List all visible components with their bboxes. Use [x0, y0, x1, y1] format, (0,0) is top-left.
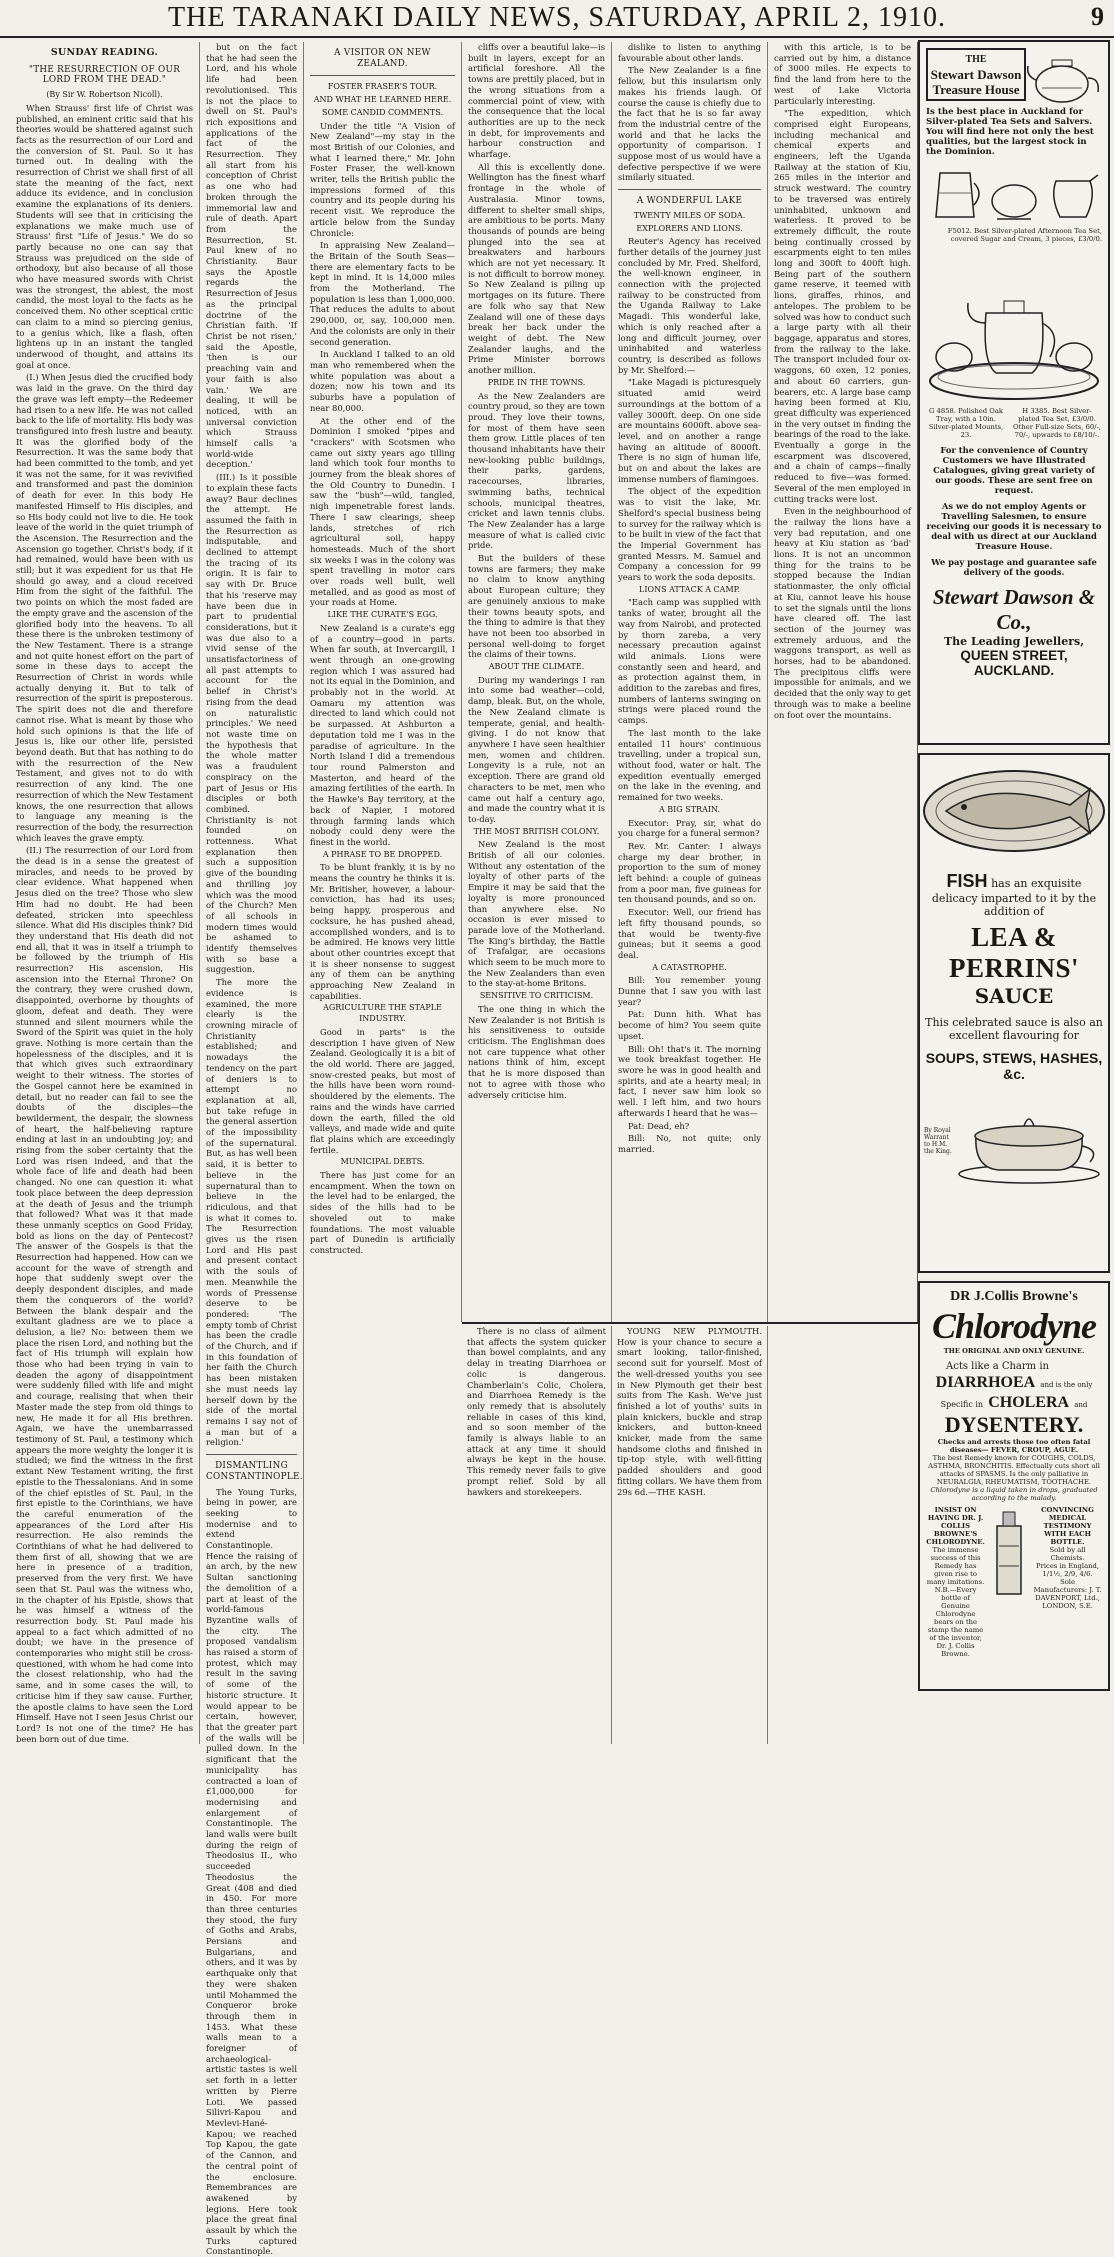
acts-line: Acts like a Charm in [946, 1361, 1049, 1372]
subheading: LIONS ATTACK A CAMP. [639, 584, 740, 594]
brand-name: LEA & PERRINS' [948, 922, 1080, 983]
paragraph: Good in parts" is the description I have given of New Zealand. Geologically it is a bit of the old world. There are jagged, snow-crested peaks, but most of the hills have been worn round-shouldered by the elements. The rains and the winds have carried down the earth, filled the old valleys, and made wide and quite flat plains which are exceedingly fertile. [310, 1026, 455, 1155]
diarrhoea-line [926, 1372, 1102, 1392]
box-line: Treasure House [932, 82, 1020, 97]
paragraph: (III.) Is it possible to explain these facts away? Baur declines the attempt. He assumed the faith in the Resurrection as indisputable, and declined to attempt the tracing of its origin. It is fair to say with Dr. Bruce that his 'reserve may have been due in part to prudential considerations, but it was due also to a vivid sense of the unsatisfactoriness of all past attempts to account for the belief in Christ's rising from the dead on naturalistic principles.' We need not waste time on the hypothesis that the whole matter was a fraudulent conspiracy on the part of Jesus or His disciples or both combined. Christianity is not founded on rottenness. What explanation then such a supposition give of the bounding and thrilling joy which was the mood of the Church? Men of all schools in modern times would be ashamed to identify themselves with so base a suggestion. [206, 472, 297, 975]
paragraph: The one thing in which the New Zealander is not British is his sensitiveness to outside criticism. The Englishman does not care tuppence what other nations think of him, except that he is more disposed than not to agree with those who adversely criticise him. [468, 1003, 605, 1100]
section-heading: SUNDAY READING. [50, 47, 159, 58]
tea-service-tray-icon [926, 253, 1102, 403]
remedy-line: The best Remedy known for COUGHS, COLDS, ASTHMA, BRONCHITIS. Effectually cuts short all attacks of SPASMS. Is the only palliative in NEURALGIA, RHEUMATISM, TOOTHACHE. [928, 1454, 1100, 1486]
paragraph: Under the title "A Vision of New Zealand"—my stay in the most British of our Colonies, and what I learned there," Mr. John Foster Fraser, the well-known writer, tells the British public the impressions formed of this country and its people during his recent visit. We reproduce the article below from the Sunday Chronicle: [310, 120, 455, 238]
connector-text: Specific in [940, 1400, 984, 1409]
paragraph: Pat: Dunn hith. What has become of him? You seem quite upset. [618, 1009, 761, 1041]
subheading: AND WHAT HE LEARNED HERE. [313, 95, 452, 105]
paragraph: The New Zealander is a fine fellow, but this insularism only makes his friends laugh. Of course the cause is chiefly due to the fact that he is so far away from the industrial centre of the world and that he lacks the opportunity of comparison. I suppose most of us would have a defective perspective if we were similarly situated. [618, 65, 761, 183]
sauce-tureen-illustration [954, 1096, 1104, 1186]
paragraph: Rev. Mr. Canter: I always charge my dear brother, in proportion to the sum of money left behind: a couple of guineas from a poor man, five guineas for ten thousand pounds, and so on. [618, 840, 761, 905]
fish-platter-illustration [920, 755, 1108, 863]
insist-line: INSIST ON HAVING DR. J. COLLIS BROWNE'S CHLORODYNE. [926, 1506, 985, 1546]
paragraph: When Strauss' first life of Christ was published, an eminent critic said that his theories would be shattered against such facts as the resurrection of our Lord and the conversion of St. Paul. So it has turned out. In dealing with the resurrection of Christ we shall first of all state the meaning of the fact, next adduce its evidence, and in conclusion examine the explanations of its deniers. Students will see that in criticising the explanations we make much use of Strauss' first "Life of Jesus." We do so partly because no one can say that Strauss was prejudiced on the side of orthodoxy, but also because of all those who have measured swords with Christ was the strongest, the ablest, the most candid, the most loyal to the facts as he conceived them. No other sceptical critic can claim to a mind so piercing genius, to a genius which, like a flash, often lightens up in an instant the tangled underwood of thought, and attains its goal at once. [16, 102, 193, 370]
paragraph: Bill: You remember young Dunne that I saw you with last year? [618, 975, 761, 1007]
divider [310, 75, 455, 76]
column-six [768, 42, 918, 1322]
subheading: AGRICULTURE THE STAPLE INDUSTRY. [323, 1003, 442, 1024]
left-notes [926, 1506, 985, 1658]
jug-icon [928, 163, 982, 223]
subheading: A PHRASE TO BE DROPPED. [322, 849, 443, 859]
subheading: LIKE THE CURATE'S EGG. [327, 610, 438, 620]
catalogue-note: For the convenience of Country Customers we have Illustrated Catalogues, giving great variety of our goods. These are sent free on request. [933, 445, 1095, 495]
connector-text: and is the only [1040, 1381, 1093, 1389]
tea-set-illustration [926, 163, 1102, 223]
newspaper-title: THE TARANAKI DAILY NEWS, SATURDAY, APRIL 2, 1910. [168, 2, 946, 33]
bottom-column [612, 1326, 768, 1744]
box-line: Stewart Dawson [930, 67, 1022, 82]
postage-note: We pay postage and guarantee safe delivery of the goods. [931, 557, 1097, 577]
paragraph: All this is excellently done. Wellington has the finest wharf frontage in the whole of Australasia. Minor towns, different to shelter small ships, are ambitious to be ports. Many thousands of pounds are being plunged into the sea at breakwaters and harbours which are not yet necessary. It is not difficult to borrow money. So New Zealand is piling up mortgages on its future. There are folk who say that New Zealand will one of these days break her back under the weight of debt. The New Zealander laughs, and the Prime Minister borrows another million. [468, 161, 605, 376]
article-title: A VISITOR ON NEW ZEALAND. [334, 48, 431, 69]
paragraph: To be blunt frankly, it is by no means the country he thinks it is. Mr. Britisher, however, a labour-conviction, has had its uses; being happy, prosperous and cocksure, he has pushed ahead, accomplished wonders, and is to be admired. He knows very little about other countries except that it is sheer nonsense to suggest any of them can be anything approaching New Zealand in capabilities. [310, 862, 455, 1001]
treasure-house-box [926, 48, 1026, 101]
paragraph: Bill: Oh! that's it. The morning we took breakfast together. He swore he was in good health and spirits, and ate a hearty meal; in fact, I never saw him look so well. I left him, and two hours afterwards I heard that he was— [618, 1043, 761, 1118]
fish-word: FISH [946, 871, 988, 891]
paragraph: New Zealand is the most British of all our colonies. Without any ostentation of the loyalty of other parts of the Empire it may be said that the loyalty is more pronounced than anywhere else. No occasion is ever missed to parade love of the Motherland. The King's birthday, the Battle of Trafalgar, are occasions which seem to be much more to the New Zealanders than even to the stay-at-home Britons. [468, 839, 605, 989]
agents-note: As we do not employ Agents or Travelling Salesmen, to ensure receiving our goods it is necessary to deal with us direct at our Auckland Treasure House. [926, 501, 1102, 551]
address: QUEEN STREET, AUCKLAND. [960, 648, 1068, 678]
chlorodyne-logo: Chlorodyne [931, 1306, 1097, 1346]
divider [206, 1454, 297, 1455]
stewart-dawson-logo: Stewart Dawson & Co., [932, 585, 1096, 634]
imitations-line: The immense success of this Remedy has given rise to many imitations. [926, 1546, 985, 1586]
column-visitor-nz [304, 42, 462, 1322]
paragraph: Even in the neighbourhood of the railway the lions have a very bad reputation, and one heavy at Kiu station as 'bad' lions. It is not an uncommon thing for the trains to be stopped because the Indian stationmaster, the only official at Kiu, cannot leave his house to set the signals until the lions have cleared off. The last section of the journey was extremely arduous, and the waggons transport, as well as horses, had to be abandoned. The precipitous cliffs were impossible for animals, and we decided that the only way to get through was to make a beeline on foot over the mountains. [774, 506, 912, 720]
column-two [200, 42, 304, 2257]
royal-warrant: By Royal Warrant to H.M. the King. [924, 1127, 952, 1155]
chlorodyne-advert [918, 1281, 1110, 1691]
paragraph: with this article, is to be carried out by him, a distance of 3000 miles. He expects to find the land from here to the west of Lake Victoria particularly interesting. [774, 42, 911, 106]
paragraph: The object of the expedition was to visit the lake, Mr. Shelford's special business being to survey for the railway which is to be built in view of the fact that the Imperial Government has granted Messrs. M. Samuel and Company a concession for 99 years to work the soda deposits. [618, 486, 761, 583]
paragraph: As the New Zealanders are country proud, so they are town proud. They love their towns, for most of them have seen them grow. Little places of ten thousand inhabitants have their new-looking public buildings, their parks, gardens, racecourses, libraries, swimming baths, technical schools, municipal theatres, cricket and lawn tennis clubs. The New Zealander has a large measure of what is called civic pride. [468, 390, 605, 551]
fish-text: has an exquisite delicacy imparted to it by the addition of [931, 877, 1097, 918]
cream-jug-icon [1046, 167, 1100, 223]
paragraph: The last month to the lake entailed 11 hours' continuous travelling, under a tropical sun, without food, water or halt. The expedition eventually emerged on the lake in the evening, and remained for two weeks. [618, 727, 761, 803]
article-title: "THE RESURRECTION OF OUR LORD FROM THE DEAD." [28, 64, 181, 86]
checks-line: Checks and arrests those too often fatal diseases— FEVER, CROUP, AGUE. [937, 1438, 1091, 1454]
article-title: A WONDERFUL LAKE [636, 196, 743, 207]
paragraph: Bill: No, not quite; only married. [618, 1133, 761, 1154]
paragraph: "Each camp was supplied with tanks of water, brought all the way from Nairobi, and protected by thorn zareba, a very necessary precaution against wild animals. Lions were constantly seen and heard, and as protection against them, in addition to the zarebas and fires, numbers of lanterns swinging on strings were placed round the camps. [618, 597, 761, 726]
paragraph: The Young Turks, being in power, are seeking to modernise and to extend Constantinople. Hence the raising of an arch, by the new Sultan sanctioning the demolition of a part at least of the world-famous Byzantine walls of the city. The proposed vandalism has raised a storm of protest, which may result in the saving of some of the historic structure. It would appear to be certain, however, that the greater part of the walls will be pulled down. In the significant that the municipality has contracted a loan of £1,000,000 for modernising and enlargement of Constantinople. The land walls were built during the reign of Theodosius II., who succeeded Theodosius the Great (408 and died in 450. For more than three centuries they stood, the fury of Goths and Arabs, Persians and Bulgarians, and others, and it was by earthquake only that they were shaken until Mohammed the Conqueror broke through them in 1453. What these walls mean to a foreigner of archaeological-artistic tastes is well set forth in a letter written by Pierre Loti. We passed Silivri-Kapou and Mevlevi-Hané-Kapou; we reached Top Kapou, the gate of the Cannon, and the central point of the enclosure. Remembrances are awakened by legions. Here took place the great final assault by which the Turks captured Constantinople. [206, 1486, 297, 2257]
subheading: TWENTY MILES OF SODA. [633, 210, 746, 220]
paragraph: (II.) The resurrection of our Lord from the dead is in a sense the greatest of miracles, and needs to be proved by clear evidence. What happened when Jesus died on the tree? Those who slew Him had no doubt. He had been defeated, stricken into speechless silence. What did His disciples think? Did they understand that His death did not end all, that it was in itself a triumph to be followed by the triumph of His resurrection? His ascension, His ascension into the Eternal Throne? On the contrary, they were crushed down, disappointed, overborne by thoughts of gloom, defeat and death. They were stunned and silent mourners while the Sword of the Spirit was quiet in the holy grave. Nothing is more certain than the hopelessness of the disciples, and it is that which gives such extraordinary weight to their witness. The stories of the Gospel cannot here be examined in detail, but no reader can fail to see the doubts of the disciples—the bewilderment, the despair, the slowness of heart, the half-believing rapture ending at last in an undoubting joy; and rising from the sober certainty that the Lord was risen indeed, and that the whole face of life and death had been changed. No one can question it: what took place between the deep depression at the death of Jesus and the triumph that followed? What was it that made these unmanly sceptics on Good Friday, bold as lions on the day of Pentecost? The answer of the Gospels is that the Resurrection had happened. How can we account for the wave of strength and hope that suddenly swept over the deeply despondent disciples, and made them the conquerors of the world? Between the blank despair and the exultant gladness are we to place a delusion, a lie? No: between them we place the risen Lord, and nothing but the fact of His triumph will explain how those who had been trying in vain to deaden the agony of disappointment were suddenly filled with life and might and courage, realising that when their Master made the step from old things to new, He made it for all His brethren. Again, we have the unembarrassed testimony of St. Paul, a testimony which appears the more weighty the longer it is studied; we find the witness in the first extant New Testament writing, the first epistle to the Thessalonians. And in some of the chief epistles of St. Paul, in the first epistle to the Corinthians, we have the careful enumeration of the appearances of the Lord after His resurrection. He also reminds the Corinthians of what he had delivered to them first of all, showing that we are here in presence of a tradition, preserved from the very first. We have seen that St. Paul was the witness who, in the chapter of his Epistle, shows that he was himself a witness of the resurrection body. St. Paul made his appeal to a fact which admitted of no doubt; we have in the presence of contemporaries who might still be cross-questioned, with whom he had come into the closest relationship, who had the same, and in some cases the will, to criticise him if they saw cause. Further, the apostle claims to have seen the Lord Himself. Have not I seen Jesus Christ our Lord? Is not one of the time? He has been born out of due time. [16, 845, 193, 1744]
paragraph: Executor: Well, our friend has left fifty thousand pounds, so that would be twenty-five guineas; but it seems a good deal. [618, 907, 761, 960]
uses-list: SOUPS, STEWS, HASHES, &c. [925, 1050, 1103, 1082]
column-sunday-reading [10, 42, 200, 1744]
tureen-row [920, 1096, 1108, 1186]
subheading: PRIDE IN THE TOWNS. [487, 377, 586, 387]
prices-line: Prices in England, 1/1½, 2/9, 4/6. [1036, 1562, 1100, 1578]
paragraph: But the builders of these towns are farmers; they make no claim to know anything about European culture; they are genuinely anxious to make their towns beauty spots, and the thing to admire is that they have not been too absorbed in personal well-doing to forget the claims of their towns. [468, 553, 605, 660]
paragraph: Pat: Dead, eh? [628, 1120, 690, 1131]
product-text: This celebrated sauce is also an excellent flavouring for [925, 1016, 1103, 1042]
cholera-line [926, 1392, 1102, 1412]
column-five [612, 42, 768, 1322]
caption: G 4858. Polished Oak Tray, with a 10in. Silver-plated Mounts, 23. [928, 407, 1004, 439]
caption: H 3385. Best Silver-plated Tea Set, £3/0/0. Other Full-size Sets, 60/-, 70/-, upwards to £8/10/-. [1013, 407, 1101, 439]
bottom-column [462, 1326, 612, 1744]
column-four [462, 42, 612, 1322]
disease-name: CHOLERA [988, 1394, 1070, 1411]
caption: F5012. Best Silver-plated Afternoon Tea Set, covered Sugar and Cream, 3 pieces, £3/0/0. [947, 227, 1102, 243]
nb-line: N.B.—Every bottle of Genuine Chlorodyne bears on the stamp the name of the inventor, Dr. J. Collis Browne. [927, 1586, 984, 1658]
paragraph: Reuter's Agency has received further details of the journey just concluded by Mr. Fred. Shelford, the well-known engineer, in connection with the projected railway to be constructed from the Uganda Railway to Lake Magadi. This wonderful lake, which is only reached after a long and difficult journey, over uninhabited and waterless country, is described as follows by Mr. Shelford:— [618, 236, 761, 375]
paragraph: YOUNG NEW PLYMOUTH. How is your chance to secure a smart looking, tailor-finished, second suit for yourself. Most of the well-dressed youths you see in New Plymouth get their best suits from The Kash. We've just finished a lot of youths' suits in plain knickers, buckle and strap knickers, and button-kneed knicker, made from the same handsome cloths and finished in tip-top style, with well-fitting padded shoulders and good fitting collars. We have them from 29s 6d.—THE KASH. [617, 1326, 762, 1497]
disease-name: DYSENTERY. [944, 1412, 1084, 1437]
bottom-strip [462, 1322, 918, 1744]
inventor-name: DR J.Collis Browne's [950, 1289, 1078, 1304]
tray-illustration [926, 253, 1102, 403]
bottom-column [768, 1326, 918, 1744]
subheading: EXPLORERS AND LIONS. [636, 223, 743, 233]
subheading: THE MOST BRITISH COLONY. [473, 826, 600, 836]
subheading: FOSTER FRASER'S TOUR. [327, 82, 438, 92]
teapot-illustration [1022, 48, 1102, 108]
tagline: The Leading Jewellers, [943, 635, 1085, 648]
caption-row [926, 407, 1102, 439]
paragraph: At the other end of the Dominion I smoked "pipes and "crackers" with Scotsmen who came out sixty years ago tilling land which took four months to journey from the bleak shores of the Old Country to Dunedin. I saw the "bush"—wild, tangled, nigh impenetrable forest lands. There I saw clearings, sheep lands, stretches of rich agricultural soil, happy homesteads. Much of the short six weeks I was in the colony was spent travelling in motor cars over roads well built, well metalled, and as good as most of your roads at Home. [310, 415, 455, 608]
subheading: ABOUT THE CLIMATE. [488, 662, 585, 672]
byline: (By Sir W. Robertson Nicoll). [46, 90, 163, 100]
subheading: SENSITIVE TO CRITICISM. [479, 991, 594, 1001]
paragraph: In Auckland I talked to an old man who remembered when the white population was about a dozen; now his town and its suburbs have a population of near 80,000. [310, 349, 455, 413]
paragraph: New Zealand is a curate's egg of a country—good in parts. When far south, at Invercargill, I went through an one-growing region which I was assured had not its equal in the Dominion, and probably not in the world. At Oamaru my attention was directed to land which could not be surpassed. At Ashburton a deputation told me I was in the paradise of agriculture. In the North Island I did a tremendous tour round Palmerston and Masterton, and heard of the amazing fertilities of the earth. In the Hawke's Bay territory, at the back of Napier, I motored through farming lands which nobody could deny were the finest in the world. [310, 622, 455, 847]
stewart-dawson-advert [918, 40, 1110, 745]
bottom-row [926, 1506, 1102, 1658]
fish-line [920, 867, 1108, 922]
paragraph: "Lake Magadi is picturesquely situated amid weird surroundings at the bottom of a valley 3000ft. deep. On one side are mountains 6000ft. above sea-level, and on another a range having an altitude of 8000ft. There is no sign of human life, but on and about the lakes are immense numbers of flamingoes. [618, 377, 761, 484]
lea-perrins-advert [918, 753, 1110, 1273]
makers-line: Sole Manufacturers: J. T. DAVENPORT, Ltd., LONDON, S.E. [1033, 1578, 1102, 1610]
article-title: DISMANTLING CONSTANTINOPLE. [206, 1461, 303, 1482]
paragraph: dislike to listen to anything favourable about other lands. [618, 42, 761, 63]
paragraph: (I.) When Jesus died the crucified body was laid in the grave. On the third day the grave was left empty—the Redeemer had risen to a new life. He was not called back to the life of mortality. His body was transfigured into fresh lustre and beauty. It was the glorified body of the Resurrection. It was the same body that had been committed to the tomb, and yet it was not the same, for it was revivified and transformed and past the dominion of death for ever. In this body He manifested Himself to His disciples, and so His body could not live to die. He took leave of the world in the quiet triumph of the Ascension. The Resurrection and the Ascension go together. Christ's body, if it had remained, would have been with us still; but it was expedient for us that He should go away, and a cloud received Him from the sight of the faithful. The two points on which the most faded are the empty grave and the ascension of the glorified body into the heavens. To all these there is the unbroken testimony of the New Testament. There is a strange and not quite honest effort on the part of some in these days to accept the Resurrection of Christ in words while actually denying it. But to talk of resurrection of the spirit is preposterous. The spirit does not die and therefore cannot rise. What is meant by those who hold such opinions is that the life of Jesus is, like our other life, persisted beyond death. But that has nothing to do with the resurrection of the New Testament, and gives not to do with resurrection of any kind. The one resurrection of which the New Testament knows, the one resurrection that allows to language any meaning is the resurrection of the body, the resurrection which leaves the grave empty. [16, 372, 193, 843]
divider [618, 189, 761, 190]
paragraph: Executor: Pray, sir, what do you charge for a funeral sermon? [618, 817, 761, 839]
stewart-intro: Is the best place in Auckland for Silver-plated Tea Sets and Salvers. You will find here not only the best qualities, but the largest stock in the Dominion. [926, 107, 1094, 157]
medical-line: CONVINCING MEDICAL TESTIMONY WITH EACH BOTTLE. [1041, 1506, 1094, 1546]
paragraph: "The expedition, which comprised eight Europeans, including mechanical and chemical experts and engineers, left the Uganda Railway at the station of Kiu, 265 miles in the interior and struck westward. The country to be traversed was entirely uninhabited, unknown and waterless. It proved to be extremely difficult, the route being continually crossed by escarpments eight to ten miles long and 300ft to 400ft high. Being part of the southern game reserve, it teemed with lions, giraffes, rhinos, and antelopes. The problem to be solved was how to conduct such a large party with all their baggage, apparatus and stores, from the railway to the lake. The transport included four ox-waggons, 60 oxen, 12 ponies, and about 60 carriers, gun-bearers, etc. A large base camp having been formed at Kiu, great difficulty was experienced in the very outset in finding the bearings of the road to the lake. Eventually a gorge in the escarpment was discovered, and a chain of camps—finally reduced to five—was formed. Several of the men employed in cutting tracks were lost. [774, 108, 911, 504]
paragraph: cliffs over a beautiful lake—is built in layers, except for an artificial foreshore. All the towns are prettily placed, but in the wrong situations from a commercial point of view, with the consequence that the local authorities are up to the neck in debt, for improvements and harbour construction and wharfage. [468, 42, 605, 160]
product-name: SAUCE [974, 984, 1054, 1008]
connector-text: and [1074, 1401, 1088, 1409]
subheading: SOME CANDID COMMENTS. [321, 107, 444, 117]
paragraph: There is no class of ailment that affects the system quicker than bowel complaints, and any delay in treating Diarrhoea or colic is dangerous. Chamberlain's Colic, Cholera, and Diarrhoea Remedy is the only remedy that is absolutely reliable in cases of this kind, and so soon member of the family is always liable to an attack at any time it should always be kept in the house. This remedy never fails to give prompt relief. Sold by all hawkers and storekeepers. [467, 1326, 606, 1497]
bottle-illustration [989, 1506, 1029, 1598]
sold-line: Sold by all Chemists. [1049, 1546, 1086, 1562]
subheading: A CATASTROPHE. [652, 962, 727, 972]
disease-name: DIARRHOEA [935, 1374, 1036, 1391]
subheading: MUNICIPAL DEBTS. [340, 1157, 425, 1167]
masthead [0, 0, 1114, 38]
genuine-note: THE ORIGINAL AND ONLY GENUINE. [943, 1347, 1085, 1355]
liquid-line: Chlorodyne is a liquid taken in drops, graduated according to the malady. [930, 1486, 1098, 1502]
paragraph: There has just come for an encampment. When the town on the level had to be enlarged, the sides of the hills had to be shoveled out to make foundations. The most valuable part of Dunedin is artificially constructed. [310, 1170, 455, 1255]
subheading: A BIG STRAIN. [658, 804, 721, 814]
right-notes [1033, 1506, 1102, 1658]
box-line: THE [965, 54, 987, 65]
paragraph: The more the evidence is examined, the more clearly is the crowning miracle of Christianity established; and nowadays the tendency on the part of deniers is to attempt no explanation at all, but take refuge in the general assertion of the impossibility of the supernatural. But, as has well been said, it is better to believe in the supernatural than to believe in the ridiculous, and that is what it comes to. The Resurrection gives us the risen Lord and His past and present contact with the souls of men. Meanwhile the words of Pressense deserve to be pondered: 'The empty tomb of Christ has been the cradle of the Church, and if in this foundation of her faith the Church has been mistaken she must needs lay herself down by the side of the mortal remains I say not of a man but of a religion.' [206, 977, 297, 1448]
paragraph: In appraising New Zealand—the Britain of the South Seas—there are elementary facts to be kept in mind. It is 14,000 miles from the Motherland. The population is less than 1,000,000. That reduces the adults to about 290,000, or, say, 100,000 men. And the colonists are only in their second generation. [310, 240, 455, 347]
advertisement-column [918, 40, 1110, 1699]
sugar-bowl-icon [987, 173, 1041, 223]
page-number: 9 [1091, 2, 1104, 31]
paragraph: During my wanderings I ran into some bad weather—cold, damp, bleak. But, on the whole, the New Zealand climate is temperate, genial, and health-giving. I do not know that anywhere I have seen healthier men, women and children. Longevity is a rule, not an exception. There are grand old characters to be met, men who came out half a century ago, and made the country what it is to-day. [468, 674, 605, 824]
paragraph: but on the fact that he had seen the Lord, and his whole life had been revolutionised. This is not the place to dwell on St. Paul's rich expositions and applications of the fact of the Resurrection. They all start from his conception of Christ as one who had broken through the immemorial law and rule of death. Apart from the Resurrection, St. Paul knew of no Christianity. Baur says the Apostle regards the Resurrection of Jesus as the principal doctrine of the Christian faith. 'If Christ be not risen,' said the Apostle, 'then is our preaching vain and your faith is also vain.' We are dealing, it will be noticed, with an universal conviction which Strauss himself calls 'a world-wide deception.' [206, 42, 297, 470]
